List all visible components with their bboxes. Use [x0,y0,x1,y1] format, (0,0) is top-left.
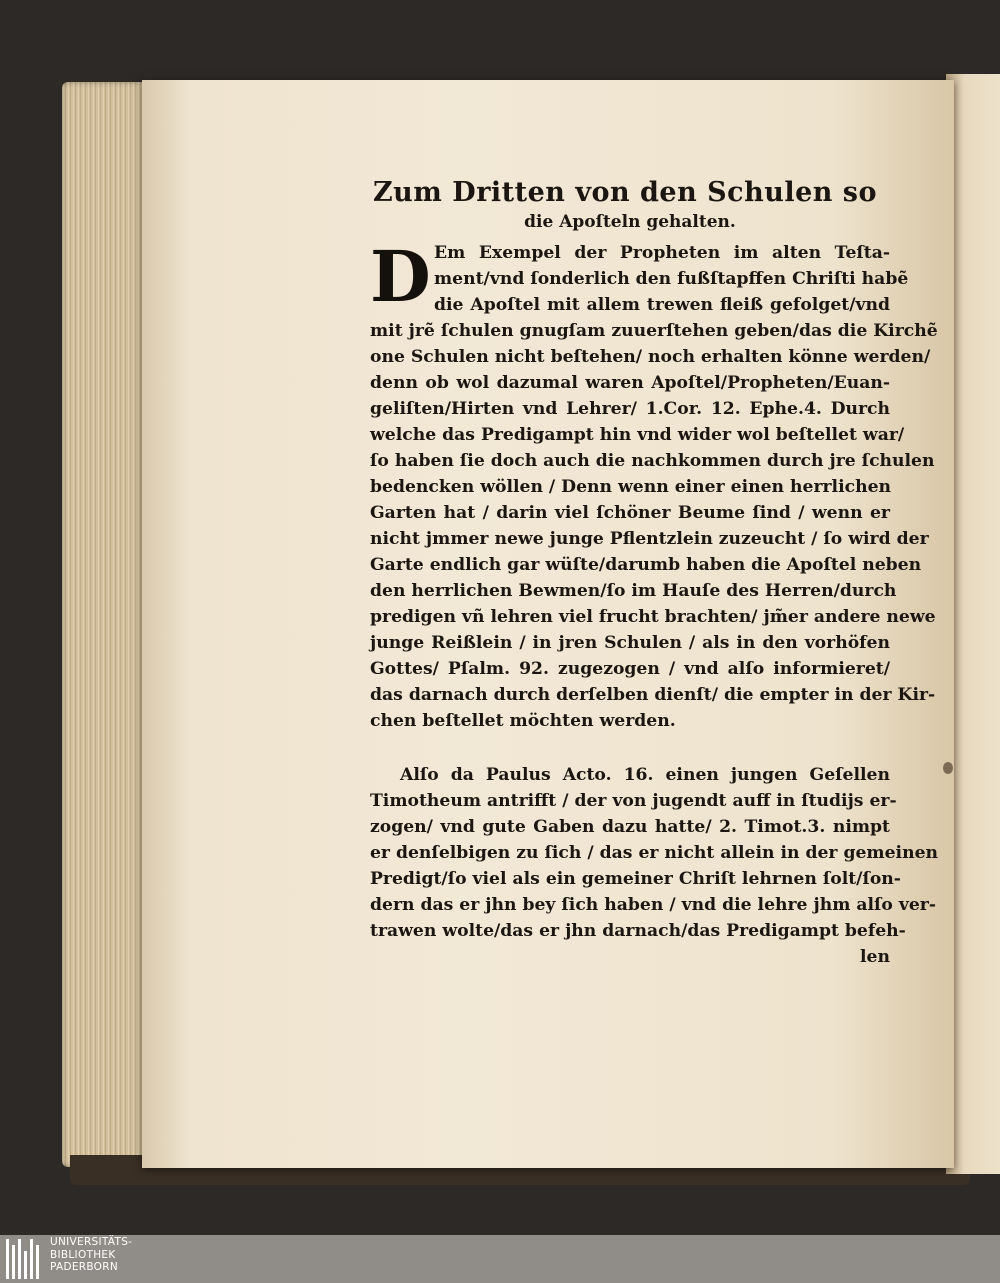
text-line: das darnach durch derſelben dienſt/ die empter in der Kir- [370,685,936,705]
text-line: zogen/ vnd gute Gaben dazu hatte/ 2. Timot.3. nimpt [370,817,890,837]
library-name-line: UNIVERSITÄTS- [50,1236,133,1248]
catchword: len [860,947,890,967]
text-line: nicht jmmer newe junge Pflentzlein zuzeucht / ſo wird der [370,529,929,549]
text-line: one Schulen nicht beſtehen/ noch erhalten könne werden/ [370,347,931,367]
text-line: ment/vnd ſonderlich den fußſtapffen Chriſti habẽ [434,269,909,289]
text-line: Garten hat / darin viel ſchöner Beume ſind / wenn er [370,503,890,523]
text-line: er denſelbigen zu ſich / das er nicht allein in der gemeinen [370,843,939,863]
text-line: geliſten/Hirten vnd Lehrer/ 1.Cor. 12. Ephe.4. Durch [370,399,890,419]
text-line: Em Exempel der Propheten im alten Teſta- [434,243,890,263]
text-line: Garte endlich gar wüſte/darumb haben die Apoſtel neben [370,555,922,575]
text-line: den herrlichen Bewmen/ſo im Hauſe des Herren/durch [370,581,897,601]
text-line: bedencken wöllen / Denn wenn einer einen herrlichen [370,477,892,497]
text-line: welche das Predigampt hin vnd wider wol beſtellet war/ [370,425,905,445]
section-heading: Zum Dritten von den Schulen so [372,177,878,208]
text-line: ſo haben ſie doch auch die nachkommen durch jre ſchulen [370,451,935,471]
paragraph-2 [370,762,939,970]
text-line: trawen wolte/das er jhn darnach/das Predigampt befeh- [370,921,906,941]
text-line: dern das er jhn bey ſich haben / vnd die lehre jhm alſo ver- [370,895,936,915]
text-line: junge Reißlein / in jren Schulen / als in den vorhöfen [370,633,890,653]
text-line: predigen vñ lehren viel frucht brachten/ jm̃er andere newe [370,607,936,627]
drop-cap: D [370,235,431,318]
library-name-line: BIBLIOTHEK [50,1248,116,1261]
footer-bar [0,1235,1000,1283]
text-line: denn ob wol dazumal waren Apoſtel/Propheten/Euan- [370,373,890,393]
text-line: Predigt/ſo viel als ein gemeiner Chriſt lehrnen ſolt/ſon- [370,869,901,889]
facing-page-edge [946,74,1000,1174]
section-subheading: die Apoſteln gehalten. [524,212,736,232]
page-text [370,176,939,970]
text-line: Timotheum antrifft / der von jugendt auff in ſtudijs er- [370,791,897,811]
paragraph-1 [370,235,938,734]
text-line: mit jrẽ ſchulen gnugſam zuuerſtehen geben/das die Kirchẽ [370,321,938,341]
library-name-line: PADERBORN [50,1261,118,1273]
text-line: die Apoſtel mit allem trewen fleiß gefolget/vnd [434,295,890,315]
page-edges [62,82,152,1167]
library-name [50,1236,132,1274]
library-logo-icon [4,1239,44,1279]
text-line: Alſo da Paulus Acto. 16. einen jungen Geſellen [400,765,890,785]
text-line: Gottes/ Pſalm. 92. zugezogen / vnd alſo informieret/ [370,659,890,679]
text-line: chen beſtellet möchten werden. [370,711,676,731]
page-mark [943,762,953,774]
